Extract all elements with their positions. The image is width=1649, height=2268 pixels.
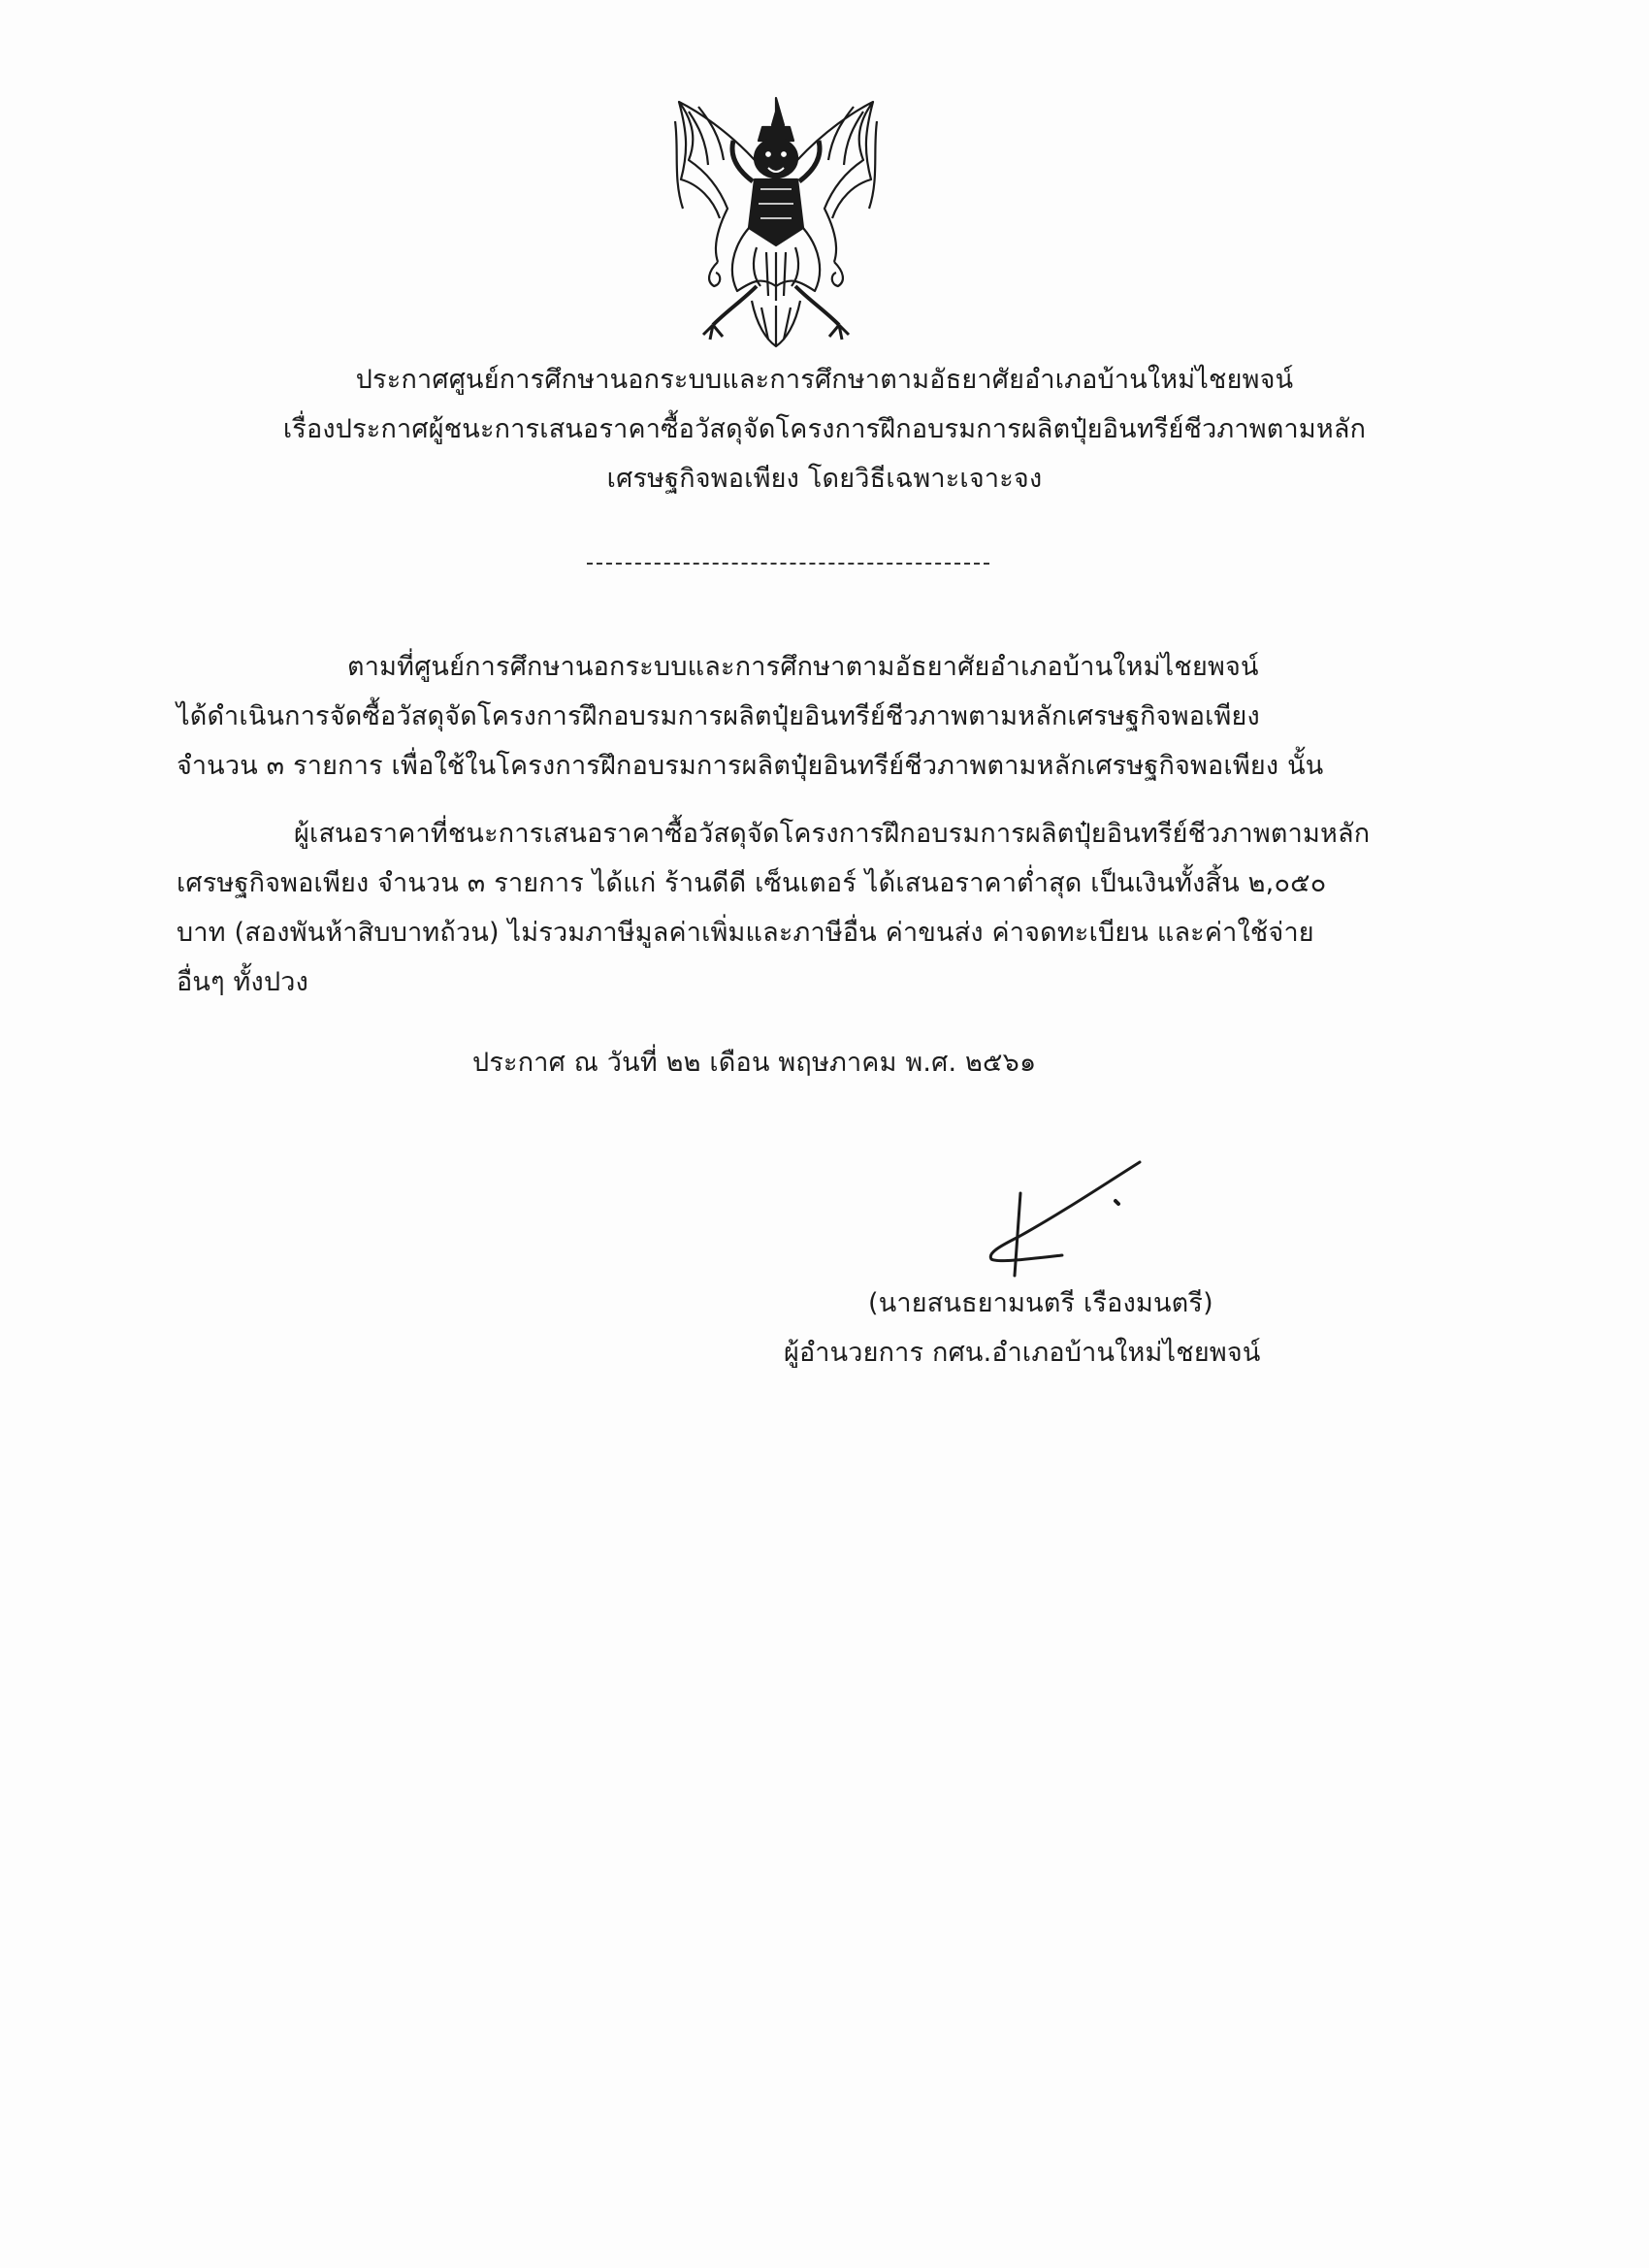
paragraph-1-line-1: ตามที่ศูนย์การศึกษานอกระบบและการศึกษาตามอัธยาศัยอำเภอบ้านใหม่ไชยพจน์ <box>347 652 1259 682</box>
announcement-title: ประกาศศูนย์การศึกษานอกระบบและการศึกษาตามอัธยาศัยอำเภอบ้านใหม่ไชยพจน์ <box>355 365 1294 395</box>
paragraph-2-line-4: อื่นๆ ทั้งปวง <box>177 967 309 997</box>
paragraph-2-line-1: ผู้เสนอราคาที่ชนะการเสนอราคาซื้อวัสดุจัดโครงการฝึกอบรมการผลิตปุ๋ยอินทรีย์ชีวภาพตามหลัก <box>294 819 1371 849</box>
subject-line-continued: เศรษฐกิจพอเพียง โดยวิธีเฉพาะเจาะจง <box>606 464 1043 494</box>
signatory-name: (นายสนธยามนตรี เรืองมนตรี) <box>868 1288 1213 1318</box>
paragraph-2-line-3: บาท (สองพันห้าสิบบาทถ้วน) ไม่รวมภาษีมูลค่าเพิ่มและภาษีอื่น ค่าขนส่ง ค่าจดทะเบียน และค่าใช้จ่าย <box>177 918 1314 948</box>
paragraph-2-line-2: เศรษฐกิจพอเพียง จำนวน ๓ รายการ ได้แก่ ร้านดีดี เซ็นเตอร์ ได้เสนอราคาต่ำสุด เป็นเงินทั้งสิ้น ๒,๐๕๐ <box>177 868 1327 898</box>
signatory-position: ผู้อำนวยการ กศน.อำเภอบ้านใหม่ไชยพจน์ <box>784 1338 1261 1368</box>
announcement-date: ประกาศ ณ วันที่ ๒๒ เดือน พฤษภาคม พ.ศ. ๒๕๖๑ <box>472 1048 1037 1078</box>
paragraph-1-line-2: ได้ดำเนินการจัดซื้อวัสดุจัดโครงการฝึกอบรมการผลิตปุ๋ยอินทรีย์ชีวภาพตามหลักเศรษฐกิจพอเพียง <box>177 701 1260 731</box>
handwritten-signature <box>970 1154 1164 1280</box>
divider-line <box>587 563 989 565</box>
garuda-emblem-icon <box>660 92 892 354</box>
paragraph-1-line-3: จำนวน ๓ รายการ เพื่อใช้ในโครงการฝึกอบรมการผลิตปุ๋ยอินทรีย์ชีวภาพตามหลักเศรษฐกิจพอเพียง นั้น <box>177 751 1324 781</box>
subject-line: เรื่องประกาศผู้ชนะการเสนอราคาซื้อวัสดุจัดโครงการฝึกอบรมการผลิตปุ๋ยอินทรีย์ชีวภาพตามหลัก <box>282 414 1367 444</box>
